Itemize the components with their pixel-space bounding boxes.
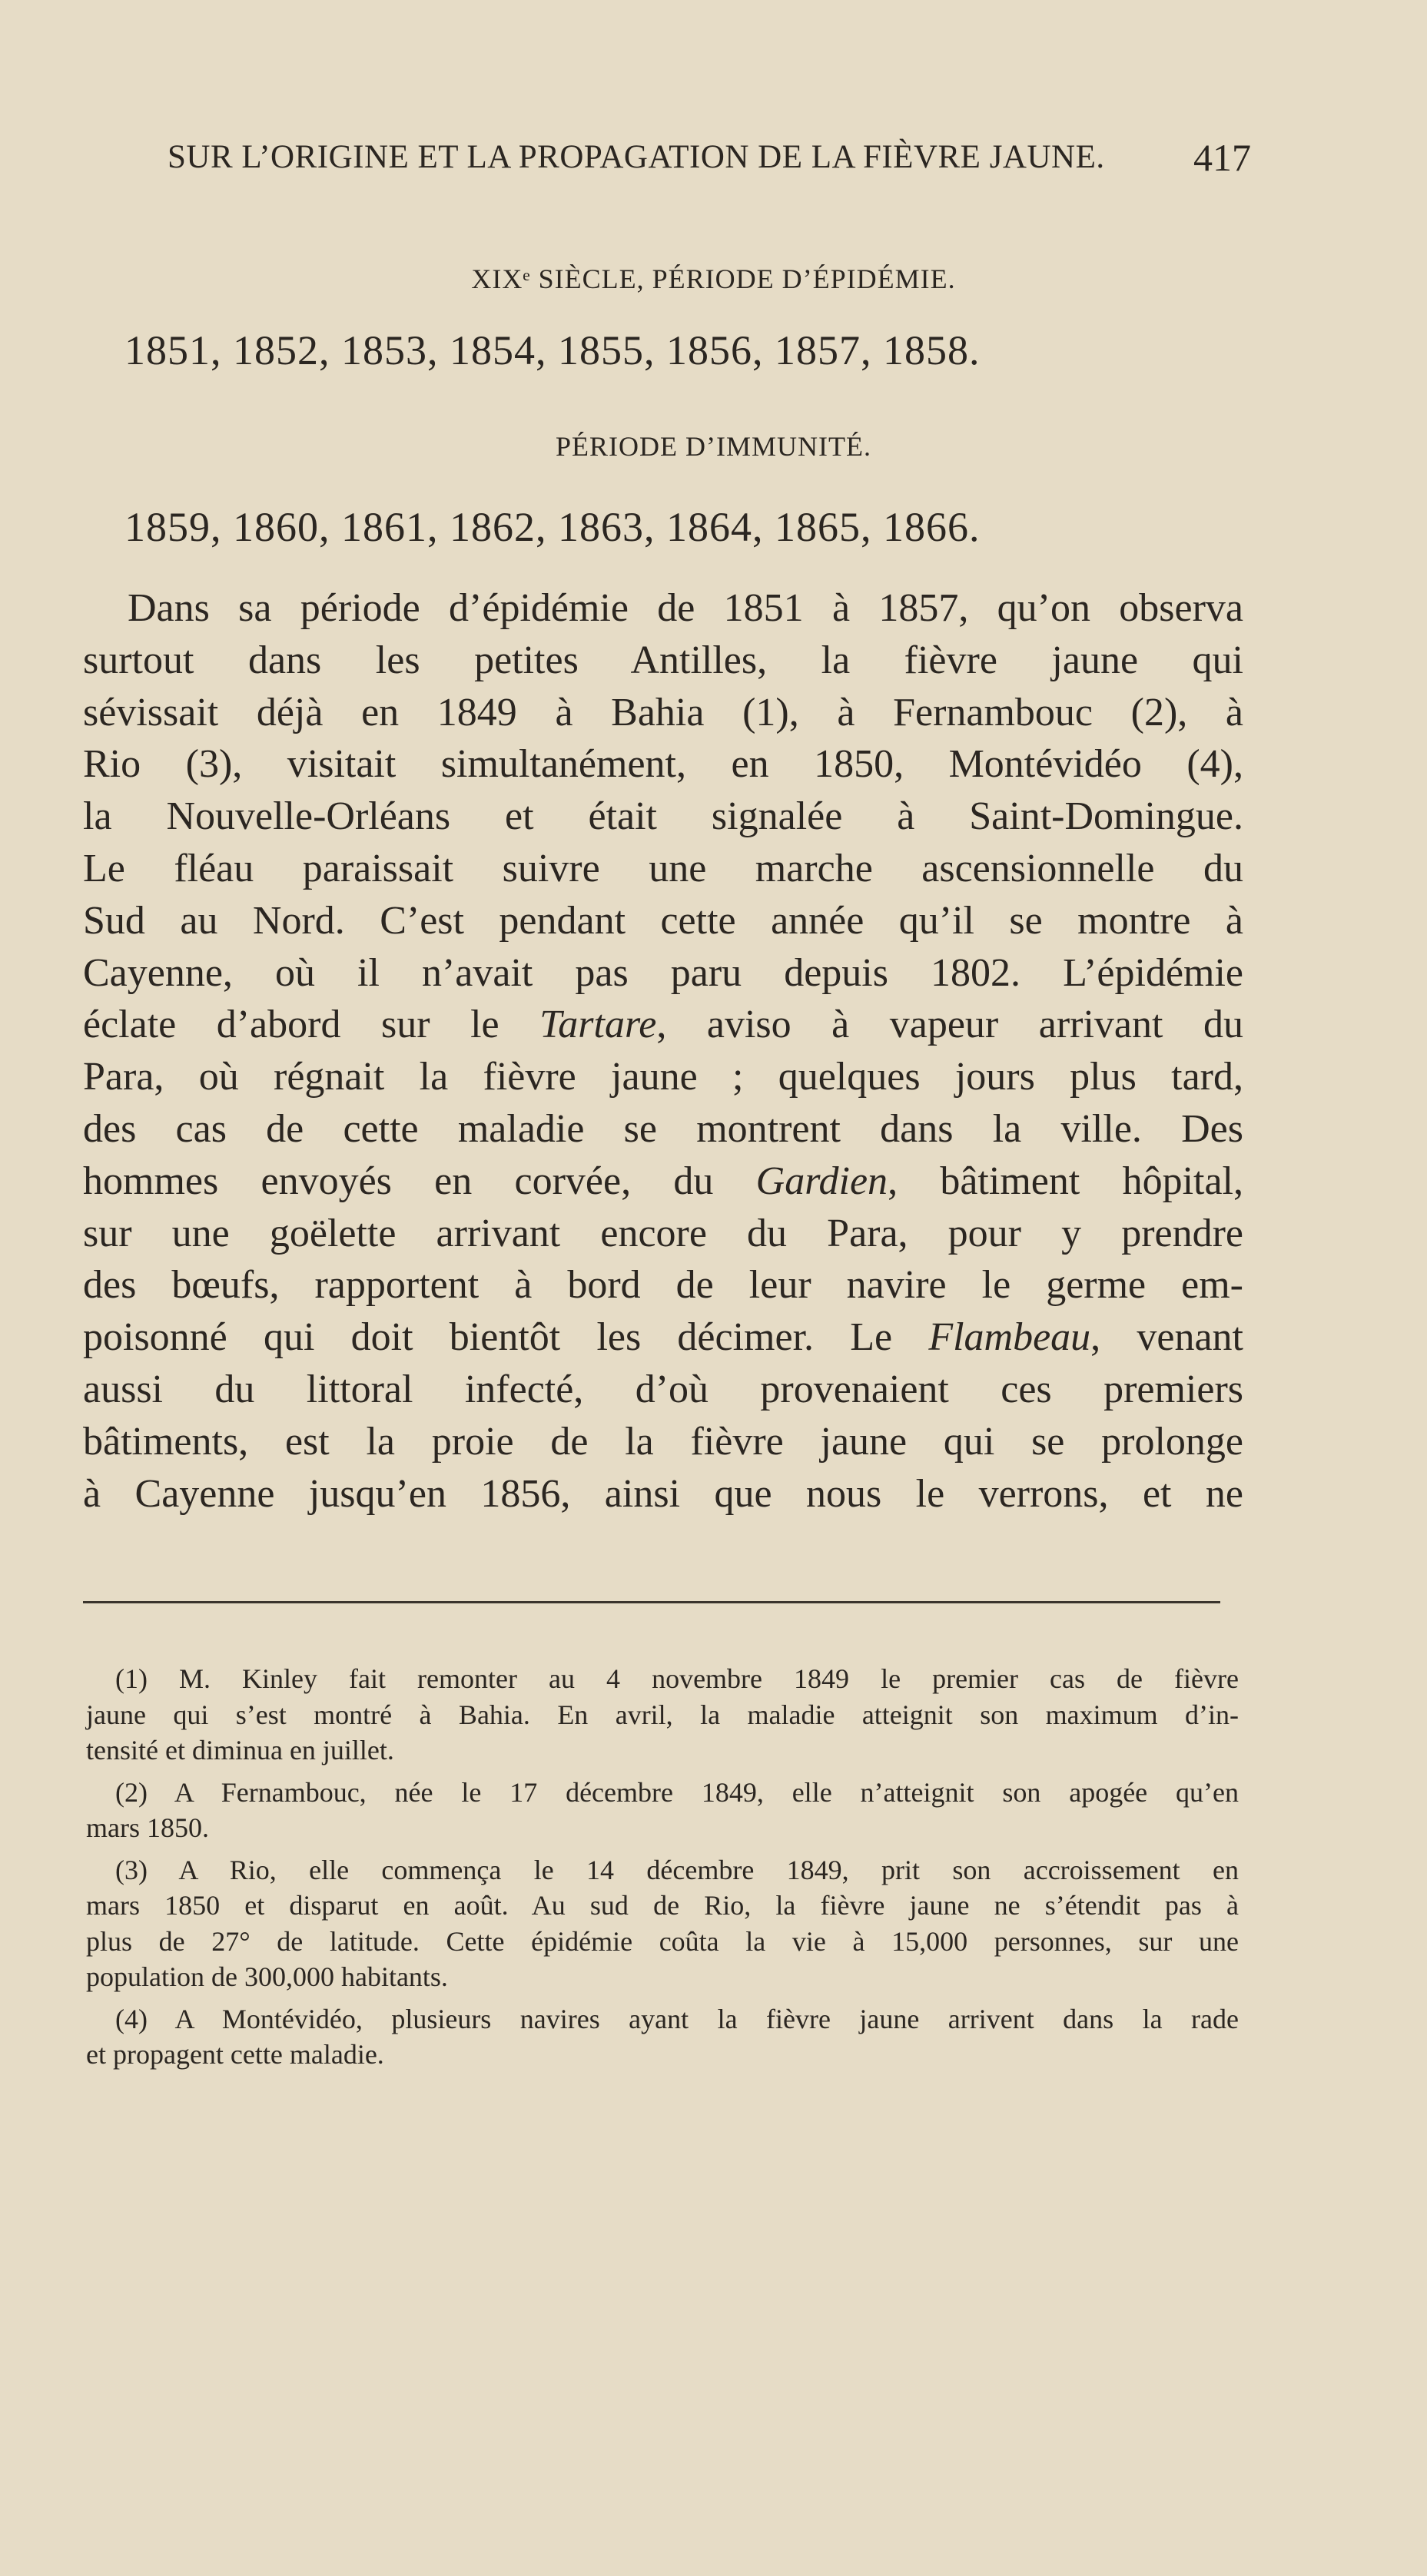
- footnote-2: [86, 1775, 1239, 1846]
- body-line: aussi du littoral infecté, d’où provenaient ces premiers: [83, 1367, 1243, 1411]
- footnote-line: mars 1850 et disparut en août. Au sud de Rio, la fièvre jaune ne s’étendit pas à: [86, 1890, 1239, 1921]
- body-line: sur une goëlette arrivant encore du Para, pour y prendre: [83, 1211, 1243, 1255]
- footnote-line: (2) A Fernambouc, née le 17 décembre 1849, elle n’atteignit son apogée qu’en: [115, 1776, 1239, 1808]
- footnote-line: plus de 27° de latitude. Cette épidémie coûta la vie à 15,000 personnes, sur une: [86, 1925, 1239, 1957]
- running-title: SUR L’ORIGINE ET LA PROPAGATION DE LA FIÈVRE JAUNE.: [168, 139, 1105, 175]
- body-line: Cayenne, où il n’avait pas paru depuis 1802. L’épidémie: [83, 950, 1243, 995]
- body-line: Dans sa période d’épidémie de 1851 à 1857, qu’on observa: [128, 586, 1243, 630]
- body-paragraph: [83, 582, 1243, 1520]
- body-line: hommes envoyés en corvée, du Gardien, bâtiment hôpital,: [83, 1159, 1244, 1203]
- epidemic-heading: XIXᵉ SIÈCLE, PÉRIODE D’ÉPIDÉMIE.: [471, 264, 956, 294]
- immunity-years: 1859, 1860, 1861, 1862, 1863, 1864, 1865, 1866.: [124, 504, 981, 550]
- body-line: Le fléau paraissait suivre une marche ascensionnelle du: [83, 846, 1243, 890]
- italic-term: Gardien: [755, 1159, 888, 1203]
- body-line: Rio (3), visitait simultanément, en 1850, Montévidéo (4),: [83, 742, 1243, 787]
- body-line: poisonné qui doit bientôt les décimer. Le Flambeau, venant: [83, 1315, 1244, 1360]
- body-line: des bœufs, rapportent à bord de leur navire le germe em-: [83, 1263, 1243, 1308]
- body-line: bâtiments, est la proie de la fièvre jaune qui se prolonge: [83, 1419, 1243, 1464]
- footnote-rule: [83, 1601, 1220, 1603]
- footnote-line: et propagent cette maladie.: [86, 2039, 384, 2070]
- footnote-line: (3) A Rio, elle commença le 14 décembre 1849, prit son accroissement en: [115, 1854, 1239, 1885]
- italic-term: Tartare: [539, 1003, 657, 1047]
- footnote-line: mars 1850.: [86, 1812, 209, 1843]
- footnote-3: [86, 1852, 1239, 1995]
- footnote-line: (1) M. Kinley fait remonter au 4 novembre 1849 le premier cas de fièvre: [115, 1663, 1239, 1694]
- footnote-1: [86, 1661, 1239, 1769]
- footnote-line: jaune qui s’est montré à Bahia. En avril, la maladie atteignit son maximum d’in-: [86, 1699, 1239, 1730]
- body-line: Sud au Nord. C’est pendant cette année qu’il se montre à: [83, 898, 1243, 943]
- body-line: à Cayenne jusqu’en 1856, ainsi que nous le verrons, et ne: [83, 1471, 1243, 1516]
- body-line: la Nouvelle-Orléans et était signalée à Saint-Domingue.: [83, 794, 1243, 839]
- body-line: surtout dans les petites Antilles, la fièvre jaune qui: [83, 638, 1243, 682]
- footnote-line: tensité et diminua en juillet.: [86, 1735, 394, 1765]
- footnote-line: (4) A Montévidéo, plusieurs navires ayant la fièvre jaune arrivent dans la rade: [115, 2003, 1239, 2034]
- epidemic-years: 1851, 1852, 1853, 1854, 1855, 1856, 1857, 1858.: [124, 327, 981, 373]
- running-head: [168, 138, 1251, 192]
- body-line: sévissait déjà en 1849 à Bahia (1), à Fernambouc (2), à: [83, 690, 1243, 734]
- italic-term: Flambeau: [928, 1315, 1091, 1360]
- footnote-4: [86, 2001, 1239, 2073]
- body-line: éclate d’abord sur le Tartare, aviso à vapeur arrivant du: [83, 1003, 1243, 1047]
- footnotes: [86, 1661, 1239, 2079]
- page-number: 417: [1193, 136, 1251, 179]
- body-line: Para, où régnait la fièvre jaune ; quelques jours plus tard,: [83, 1055, 1243, 1099]
- immunity-heading: PÉRIODE D’IMMUNITÉ.: [556, 431, 871, 462]
- body-line: des cas de cette maladie se montrent dans la ville. Des: [83, 1106, 1243, 1151]
- footnote-line: population de 300,000 habitants.: [86, 1961, 448, 1992]
